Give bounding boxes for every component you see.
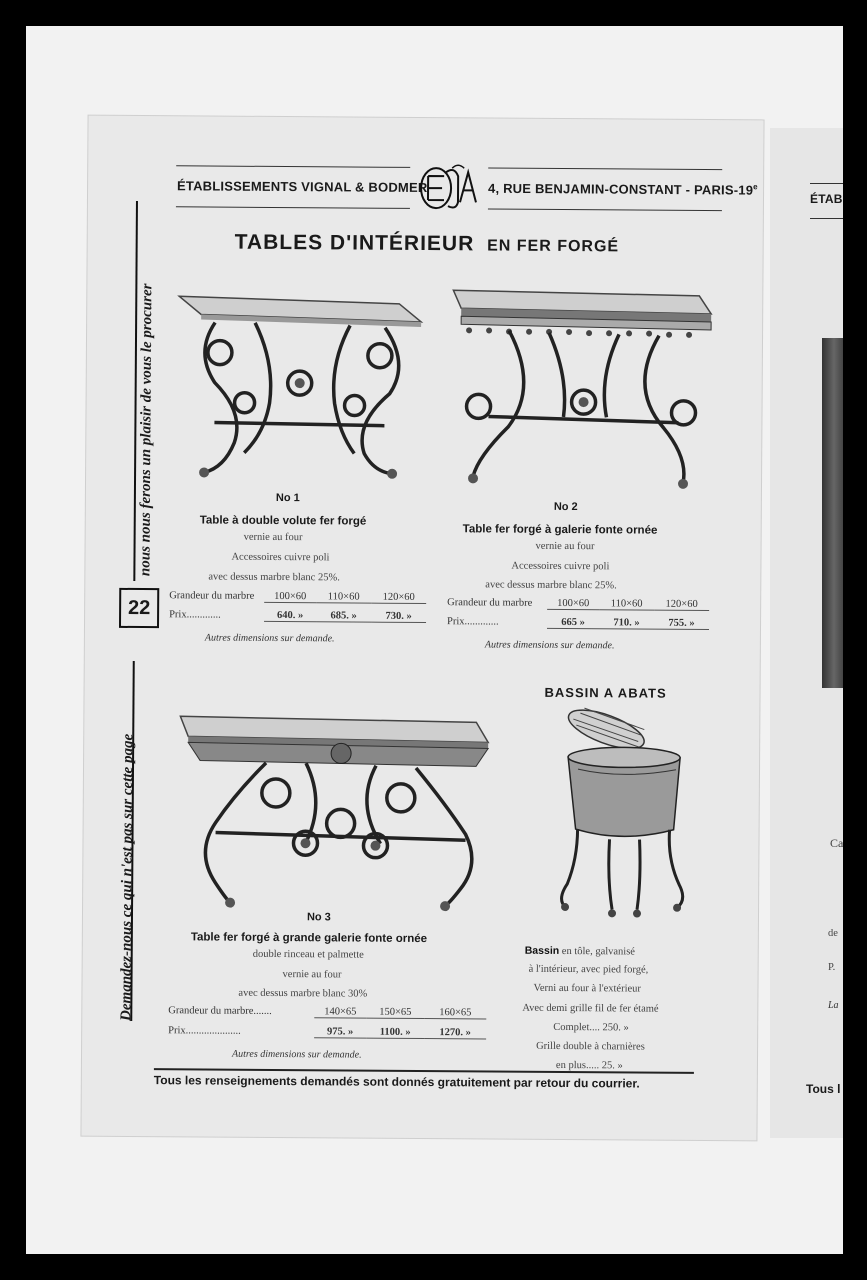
next-page-footer: Tous l bbox=[806, 1082, 841, 1096]
table-1-illustration bbox=[174, 292, 425, 484]
table-1-line-3: avec dessus marbre blanc 25%. bbox=[208, 571, 340, 584]
table-2-line-3: avec dessus marbre blanc 25%. bbox=[485, 579, 617, 592]
table-3-price-row: Prix..................... 975. » 1100. » 1270. » bbox=[168, 1025, 486, 1039]
table-3-line-3: avec dessus marbre blanc 30% bbox=[238, 987, 368, 1000]
footer-text: Tous les renseignements demandés sont donnés gratuitement par retour du courrier. bbox=[153, 1073, 640, 1091]
page-number: 22 bbox=[119, 588, 159, 628]
company-monogram-logo bbox=[418, 162, 480, 214]
bassin-line-5: Complet.... 250. » bbox=[553, 1021, 629, 1034]
table-3-note: Autres dimensions sur demande. bbox=[231, 1048, 362, 1061]
table-3-size-row: Grandeur du marbre....... 140×65 150×65 160×65 bbox=[168, 1005, 486, 1019]
bassin-title: BASSIN A ABATS bbox=[544, 684, 667, 701]
table-2-line-2: Accessoires cuivre poli bbox=[511, 560, 610, 573]
next-page-edge bbox=[770, 128, 843, 1138]
bassin-line-6: Grille double à charnières bbox=[536, 1040, 645, 1053]
table-3-illustration bbox=[175, 712, 496, 914]
bassin-line-3: Verni au four à l'extérieur bbox=[533, 982, 641, 995]
bassin-illustration bbox=[557, 709, 699, 935]
table-2-illustration bbox=[448, 286, 714, 493]
table-3-line-2: vernie au four bbox=[282, 969, 342, 981]
table-1-price-row: Prix............. 640. » 685. » 730. » bbox=[169, 609, 426, 623]
company-name: ÉTABLISSEMENTS VIGNAL & BODMER bbox=[177, 178, 428, 196]
next-page-header: ÉTAB bbox=[810, 192, 843, 206]
table-2-price-row: Prix............. 665 » 710. » 755. » bbox=[447, 616, 709, 630]
bassin-line-2: à l'intérieur, avec pied forgé, bbox=[528, 963, 649, 976]
table-2-note: Autres dimensions sur demande. bbox=[484, 639, 615, 652]
table-2-name: Table fer forgé à galerie fonte ornée bbox=[462, 523, 658, 537]
next-page-text-1: Ca bbox=[830, 836, 843, 850]
table-1-line-2: Accessoires cuivre poli bbox=[231, 551, 330, 564]
table-1-note: Autres dimensions sur demande. bbox=[204, 632, 335, 645]
next-page-text-4: La bbox=[828, 1000, 839, 1011]
table-1-number: No 1 bbox=[275, 491, 300, 505]
bassin-line-1: Bassin en tôle, galvanisé bbox=[524, 944, 636, 958]
table-3-line-1: double rinceau et palmette bbox=[252, 948, 364, 961]
table-1-line-1: vernie au four bbox=[243, 531, 303, 544]
side-text-bottom: Demandez-nous ce qui n'est pas sur cette page bbox=[118, 733, 137, 1021]
side-text-top: nous nous ferons un plaisir de vous le procurer bbox=[137, 283, 156, 577]
table-2-size-row: Grandeur du marbre 100×60 110×60 120×60 bbox=[447, 597, 709, 611]
bassin-line-4: Avec demi grille fil de fer étamé bbox=[522, 1002, 659, 1015]
next-page-text-2: de bbox=[828, 928, 838, 939]
table-3-name: Table fer forgé à grande galerie fonte ornée bbox=[190, 931, 428, 946]
bassin-line-7: en plus..... 25. » bbox=[555, 1059, 623, 1072]
page-title: TABLES D'INTÉRIEUR EN FER FORGÉ bbox=[234, 230, 620, 256]
next-page-image bbox=[822, 338, 843, 688]
table-3-number: No 3 bbox=[306, 911, 331, 924]
table-2-line-1: vernie au four bbox=[535, 540, 595, 553]
table-1-size-row: Grandeur du marbre 100×60 110×60 120×60 bbox=[169, 590, 426, 604]
table-1-name: Table à double volute fer forgé bbox=[199, 514, 367, 528]
company-address: 4, RUE BENJAMIN-CONSTANT - PARIS-19e bbox=[488, 180, 758, 198]
next-page-text-3: P. bbox=[828, 962, 836, 973]
catalog-page bbox=[81, 116, 763, 1141]
table-2-number: No 2 bbox=[553, 500, 578, 514]
